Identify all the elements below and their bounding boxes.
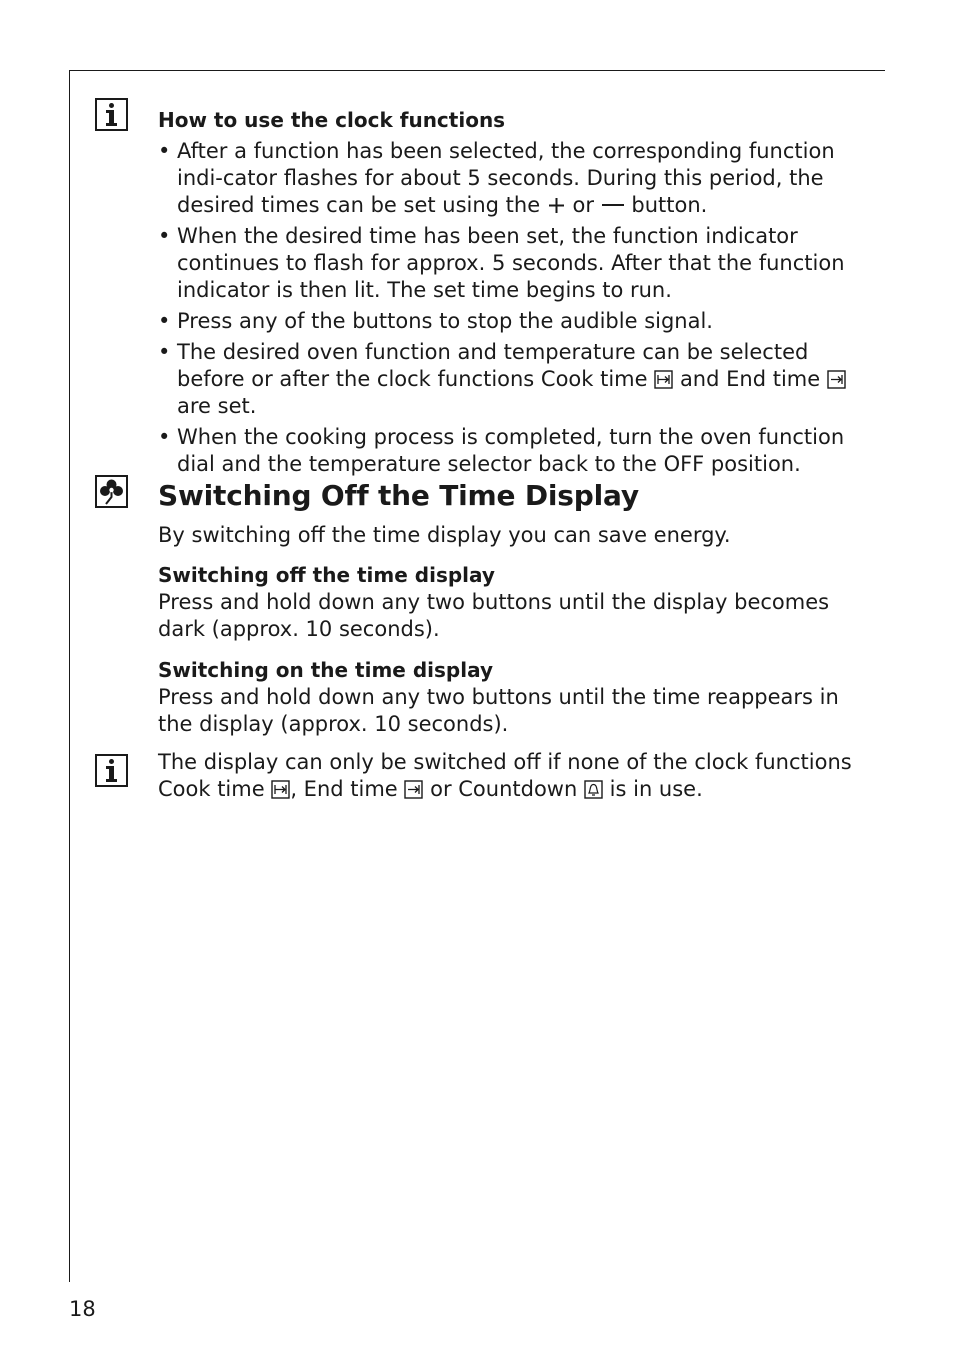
end-time-icon xyxy=(827,370,846,389)
page-number: 18 xyxy=(69,1297,96,1321)
info-icon xyxy=(95,98,128,131)
note-text: The display can only be switched off if none of the clock functions Cook time , End time or Countdown is in use. xyxy=(158,750,852,801)
intro-text: By switching off the time display you can save energy. xyxy=(158,523,731,547)
switch-off-text: Press and hold down any two buttons until the display becomes dark (approx. 10 seconds). xyxy=(158,590,830,641)
cook-time-icon xyxy=(654,370,673,389)
info-icon xyxy=(95,754,128,787)
list-item: • After a function has been selected, the corresponding function indi-cator flashes for about 5 seconds. During this period, the desired times can be set using the or button. xyxy=(158,138,858,219)
list-item: • When the cooking process is completed, turn the oven function dial and the temperature selector back to the OFF position. xyxy=(158,424,858,478)
cook-time-icon xyxy=(271,780,290,799)
list-item: • The desired oven function and temperature can be selected before or after the clock functions Cook time and End time are set. xyxy=(158,339,858,420)
bell-icon xyxy=(584,780,603,799)
clock-functions-list xyxy=(158,138,858,478)
switch-on-heading: Switching on the time display xyxy=(158,658,493,682)
switch-off-heading: Switching off the time display xyxy=(158,563,495,587)
clock-functions-heading: How to use the clock functions xyxy=(158,108,506,132)
clock-functions-section xyxy=(158,107,858,482)
plus-icon xyxy=(547,196,566,215)
minus-icon xyxy=(601,195,625,215)
time-display-section xyxy=(158,479,858,738)
page-frame-left-rule xyxy=(69,70,70,1282)
clover-icon xyxy=(95,475,128,508)
list-item: • When the desired time has been set, the function indicator continues to flash for approx. 5 seconds. After that the function indicator is then lit. The set time begins to run. xyxy=(158,223,858,304)
switch-on-text: Press and hold down any two buttons until the time reappears in the display (approx. 10 seconds). xyxy=(158,685,839,736)
section-title: Switching Off the Time Display xyxy=(158,479,639,512)
list-item: • Press any of the buttons to stop the audible signal. xyxy=(158,308,858,335)
display-note xyxy=(158,749,858,803)
end-time-icon xyxy=(404,780,423,799)
page-frame-top-rule xyxy=(69,70,885,71)
